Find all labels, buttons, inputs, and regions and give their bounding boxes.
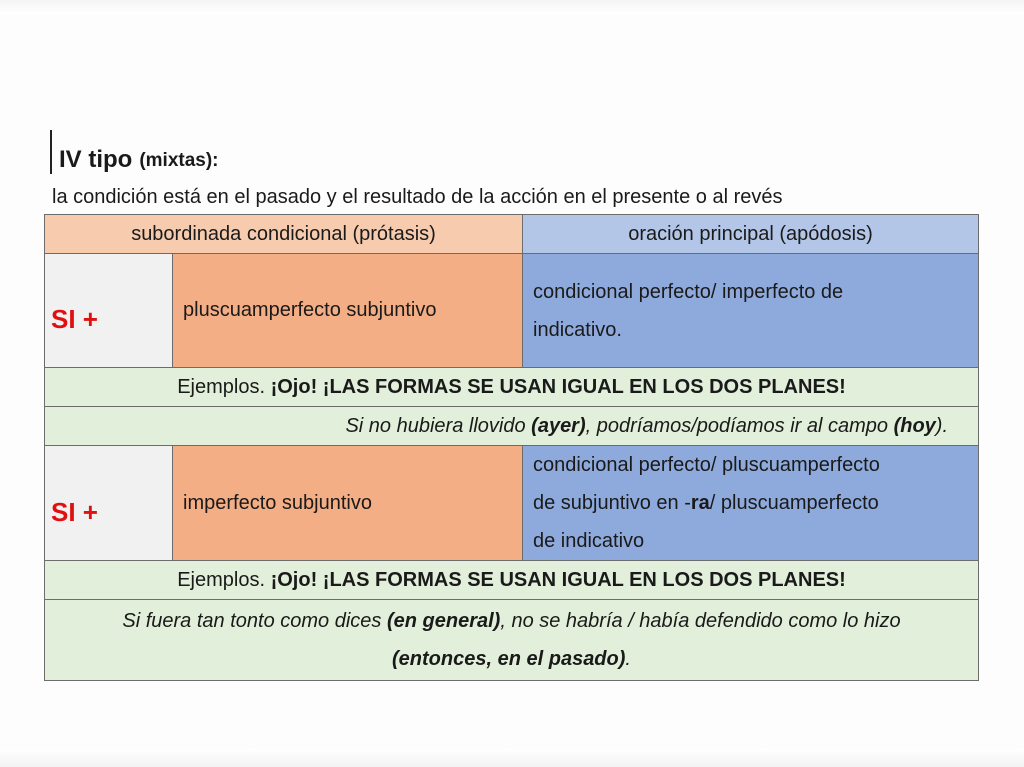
example-row: [45, 407, 979, 446]
si-label: SI +: [45, 446, 173, 561]
header-main: oración principal (apódosis): [523, 215, 979, 254]
examples-label-row: [45, 368, 979, 407]
table-header-row: [45, 215, 979, 254]
example-sentence: Si no hubiera llovido (ayer), podríamos/podíamos ir al campo (hoy).: [45, 407, 979, 446]
table-row: [45, 446, 979, 561]
heading-title: IV tipo: [59, 146, 133, 173]
examples-label: Ejemplos. ¡Ojo! ¡LAS FORMAS SE USAN IGUAL EN LOS DOS PLANES!: [45, 368, 979, 407]
slide-bottom-edge: [0, 749, 1024, 767]
table-row: [45, 254, 979, 368]
example-sentence: Si fuera tan tonto como dices (en general), no se habría / había defendido como lo hizo (entonces, en el pasado).: [45, 600, 979, 681]
slide-top-edge: [0, 0, 1024, 14]
heading-subtitle: (mixtas):: [139, 150, 219, 171]
subordinate-tense: imperfecto subjuntivo: [173, 446, 523, 561]
slide-content: [44, 130, 978, 681]
conditional-table: [44, 214, 979, 681]
slide-heading: [50, 130, 978, 174]
si-label: SI +: [45, 254, 173, 368]
heading-description: la condición está en el pasado y el resultado de la acción en el presente o al revés: [52, 186, 783, 208]
main-tense: condicional perfecto/ imperfecto de indicativo.: [523, 254, 979, 368]
examples-label: Ejemplos. ¡Ojo! ¡LAS FORMAS SE USAN IGUAL EN LOS DOS PLANES!: [45, 561, 979, 600]
subordinate-tense: pluscuamperfecto subjuntivo: [173, 254, 523, 368]
main-tense: condicional perfecto/ pluscuamperfecto de subjuntivo en -ra/ pluscuamperfecto de indicativo: [523, 446, 979, 561]
examples-label-row: [45, 561, 979, 600]
header-subordinate: subordinada condicional (prótasis): [45, 215, 523, 254]
example-row: [45, 600, 979, 681]
